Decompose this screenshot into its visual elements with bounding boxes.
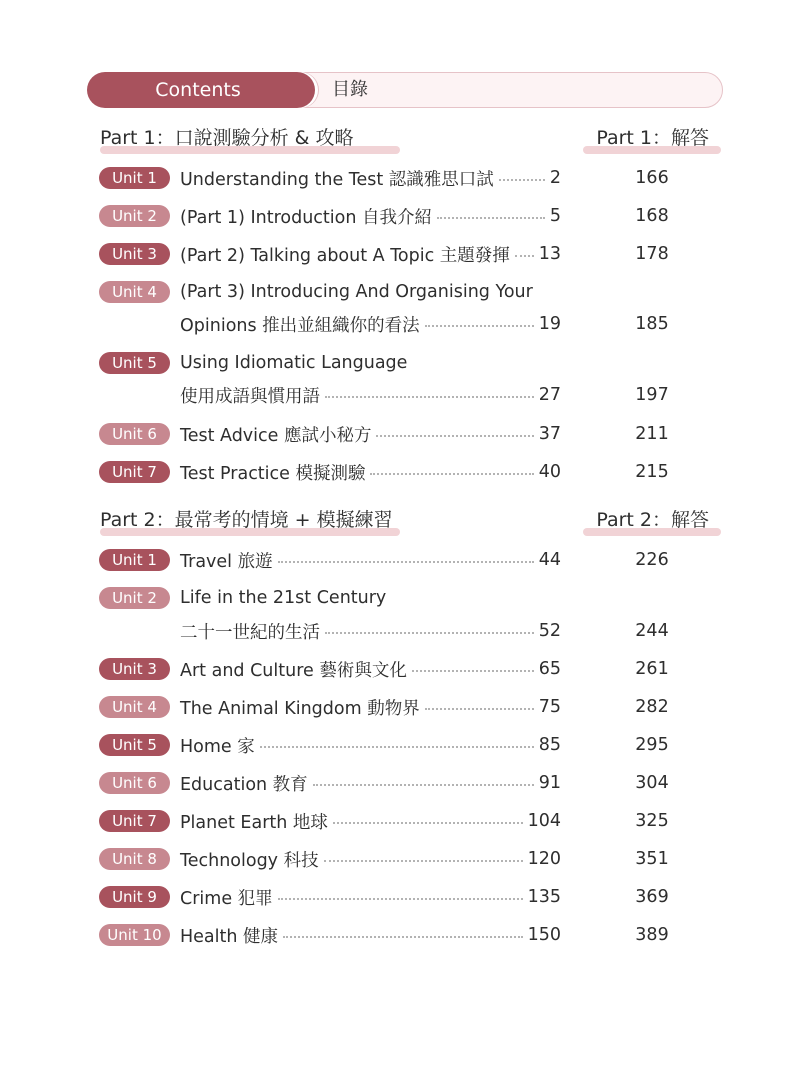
- answer-page: 282: [635, 697, 669, 717]
- page-number: 19: [538, 314, 561, 334]
- page-number: 150: [527, 925, 561, 945]
- page-number: 27: [538, 385, 561, 405]
- answer-page: 261: [635, 659, 669, 679]
- answer-page: 211: [635, 424, 669, 444]
- page-number: 75: [538, 697, 561, 717]
- unit-title: The Animal Kingdom 動物界: [180, 698, 420, 719]
- toc-row[interactable]: [0, 239, 800, 269]
- unit-title: Test Advice 應試小秘方: [180, 425, 372, 446]
- dot-leader: [333, 822, 523, 824]
- unit-title: 二十一世紀的生活: [180, 622, 320, 643]
- toc-row[interactable]: [0, 844, 800, 874]
- dot-leader: [283, 936, 523, 938]
- toc-row[interactable]: [0, 309, 800, 339]
- unit-badge: Unit 4: [99, 696, 170, 718]
- part1-answer-heading: Part 1：解答: [583, 124, 721, 154]
- unit-badge: Unit 9: [99, 886, 170, 908]
- unit-badge: Unit 4: [99, 281, 170, 303]
- unit-title: (Part 1) Introduction 自我介紹: [180, 207, 432, 228]
- dot-leader: [260, 746, 534, 748]
- page-number: 65: [538, 659, 561, 679]
- toc-row[interactable]: [0, 920, 800, 950]
- unit-badge: Unit 1: [99, 549, 170, 571]
- dot-leader: [437, 217, 545, 219]
- toc-row[interactable]: [0, 201, 800, 231]
- unit-badge: Unit 7: [99, 461, 170, 483]
- toc-row[interactable]: [0, 545, 800, 575]
- toc-row-first-line[interactable]: [0, 348, 800, 378]
- page-number: 135: [527, 887, 561, 907]
- unit-title-line1: Using Idiomatic Language: [180, 353, 408, 373]
- dot-leader: [376, 435, 533, 437]
- unit-title-line1: Life in the 21st Century: [180, 588, 387, 608]
- answer-page: 215: [635, 462, 669, 482]
- unit-title: Technology 科技: [180, 850, 319, 871]
- part2-heading: Part 2：最常考的情境 + 模擬練習: [100, 506, 400, 536]
- part1-heading: Part 1：口說測驗分析 & 攻略: [100, 124, 400, 154]
- dot-leader: [325, 396, 534, 398]
- answer-page: 168: [635, 206, 669, 226]
- toc-row[interactable]: [0, 419, 800, 449]
- unit-badge: Unit 5: [99, 352, 170, 374]
- dot-leader: [313, 784, 534, 786]
- unit-title: (Part 2) Talking about A Topic 主題發揮: [180, 245, 510, 266]
- answer-page: 325: [635, 811, 669, 831]
- page-number: 2: [549, 168, 561, 188]
- toc-row[interactable]: [0, 163, 800, 193]
- page-number: 91: [538, 773, 561, 793]
- page-number: 44: [538, 550, 561, 570]
- unit-title: Travel 旅遊: [180, 551, 273, 572]
- page-number: 13: [538, 244, 561, 264]
- unit-badge: Unit 3: [99, 658, 170, 680]
- part2-answer-heading: Part 2：解答: [583, 506, 721, 536]
- unit-badge: Unit 7: [99, 810, 170, 832]
- header-title: Contents: [155, 79, 241, 101]
- unit-badge: Unit 8: [99, 848, 170, 870]
- unit-badge: Unit 2: [99, 587, 170, 609]
- unit-badge: Unit 6: [99, 423, 170, 445]
- answer-page: 178: [635, 244, 669, 264]
- page-number: 37: [538, 424, 561, 444]
- unit-title: Crime 犯罪: [180, 888, 273, 909]
- toc-row[interactable]: [0, 730, 800, 760]
- unit-badge: Unit 10: [99, 924, 170, 946]
- unit-badge: Unit 5: [99, 734, 170, 756]
- answer-page: 351: [635, 849, 669, 869]
- unit-badge: Unit 2: [99, 205, 170, 227]
- toc-row[interactable]: [0, 457, 800, 487]
- unit-title: Home 家: [180, 736, 255, 757]
- dot-leader: [278, 898, 523, 900]
- toc-row[interactable]: [0, 882, 800, 912]
- header-subtitle: 目錄: [332, 79, 368, 100]
- unit-title: 使用成語與慣用語: [180, 386, 320, 407]
- unit-title: Opinions 推出並組織你的看法: [180, 315, 420, 336]
- unit-title: Understanding the Test 認識雅思口試: [180, 169, 494, 190]
- contents-header: [87, 72, 723, 108]
- dot-leader: [325, 632, 534, 634]
- page-number: 40: [538, 462, 561, 482]
- toc-row-first-line[interactable]: [0, 277, 800, 307]
- dot-leader: [425, 325, 534, 327]
- unit-title: Education 教育: [180, 774, 308, 795]
- dot-leader: [370, 473, 533, 475]
- dot-leader: [412, 670, 534, 672]
- unit-badge: Unit 1: [99, 167, 170, 189]
- toc-row[interactable]: [0, 692, 800, 722]
- toc-row[interactable]: [0, 768, 800, 798]
- page-number: 120: [527, 849, 561, 869]
- answer-page: 226: [635, 550, 669, 570]
- unit-badge: Unit 6: [99, 772, 170, 794]
- dot-leader: [324, 860, 523, 862]
- toc-row-first-line[interactable]: [0, 583, 800, 613]
- unit-title-line1: (Part 3) Introducing And Organising Your: [180, 282, 533, 302]
- answer-page: 295: [635, 735, 669, 755]
- answer-page: 185: [635, 314, 669, 334]
- page-number: 5: [549, 206, 561, 226]
- unit-badge: Unit 3: [99, 243, 170, 265]
- unit-title: Test Practice 模擬測驗: [180, 463, 366, 484]
- answer-page: 166: [635, 168, 669, 188]
- unit-title: Health 健康: [180, 926, 279, 947]
- toc-row[interactable]: [0, 616, 800, 646]
- unit-title: Art and Culture 藝術與文化: [180, 660, 407, 681]
- toc-row[interactable]: [0, 654, 800, 684]
- dot-leader: [425, 708, 534, 710]
- toc-row[interactable]: [0, 380, 800, 410]
- page-number: 52: [538, 621, 561, 641]
- unit-title: Planet Earth 地球: [180, 812, 328, 833]
- page-number: 85: [538, 735, 561, 755]
- answer-page: 369: [635, 887, 669, 907]
- answer-page: 244: [635, 621, 669, 641]
- dot-leader: [515, 255, 534, 257]
- dot-leader: [499, 179, 545, 181]
- toc-row[interactable]: [0, 806, 800, 836]
- answer-page: 304: [635, 773, 669, 793]
- page-number: 104: [527, 811, 561, 831]
- answer-page: 389: [635, 925, 669, 945]
- answer-page: 197: [635, 385, 669, 405]
- dot-leader: [278, 561, 534, 563]
